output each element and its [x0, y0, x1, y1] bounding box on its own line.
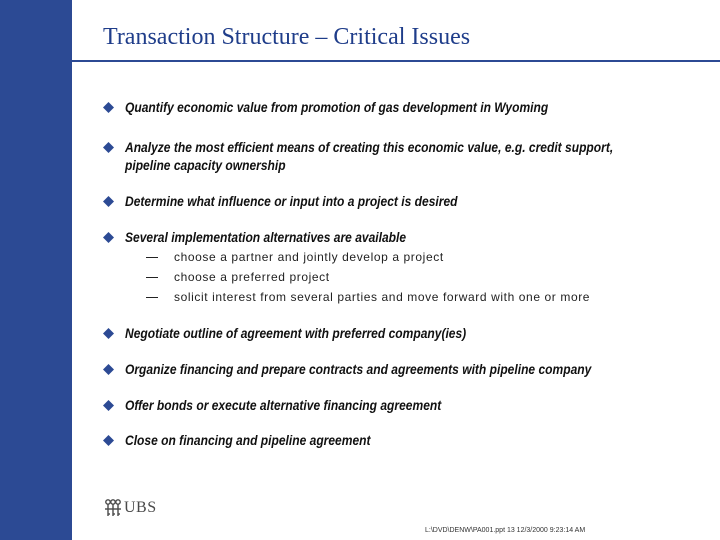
dash-marker — [146, 277, 158, 278]
bullet-text: Negotiate outline of agreement with preferred company(ies) — [125, 325, 467, 341]
bullet-text: Close on financing and pipeline agreement — [125, 432, 371, 448]
ubs-keys-icon — [103, 498, 123, 518]
sub-bullet-text: choose a preferred project — [174, 270, 330, 284]
diamond-bullet-icon — [103, 232, 114, 243]
sub-bullet-text: solicit interest from several parties and move forward with one or more — [174, 290, 591, 304]
diamond-bullet-icon — [103, 196, 114, 207]
title-underline — [24, 60, 720, 62]
left-sidebar-band — [0, 0, 72, 540]
footer-file-path: L:\DVD\DENW\PA001.ppt 13 12/3/2000 9:23:14 AM — [425, 527, 586, 534]
bullet-text: Several implementation alternatives are available — [125, 229, 407, 245]
dash-marker — [146, 297, 158, 298]
slide-title: Transaction Structure – Critical Issues — [103, 24, 471, 50]
bullet-text: Offer bonds or execute alternative financing agreement — [125, 397, 442, 413]
logo-text: UBS — [124, 499, 157, 516]
bullet-text: Determine what influence or input into a project is desired — [125, 193, 458, 209]
diamond-bullet-icon — [103, 328, 114, 339]
bullet-text: Organize financing and prepare contracts and agreements with pipeline company — [125, 361, 592, 377]
bullet-text: Analyze the most efficient means of creating this economic value, e.g. credit support, — [125, 139, 614, 155]
diamond-bullet-icon — [103, 364, 114, 375]
dash-marker — [146, 257, 158, 258]
diamond-bullet-icon — [103, 400, 114, 411]
diamond-bullet-icon — [103, 435, 114, 446]
diamond-bullet-icon — [103, 142, 114, 153]
bullet-text-continued: pipeline capacity ownership — [125, 157, 286, 173]
sub-bullet-text: choose a partner and jointly develop a project — [174, 250, 444, 264]
ubs-logo — [103, 498, 157, 523]
diamond-bullet-icon — [103, 102, 114, 113]
bullet-text: Quantify economic value from promotion of gas development in Wyoming — [125, 99, 549, 115]
